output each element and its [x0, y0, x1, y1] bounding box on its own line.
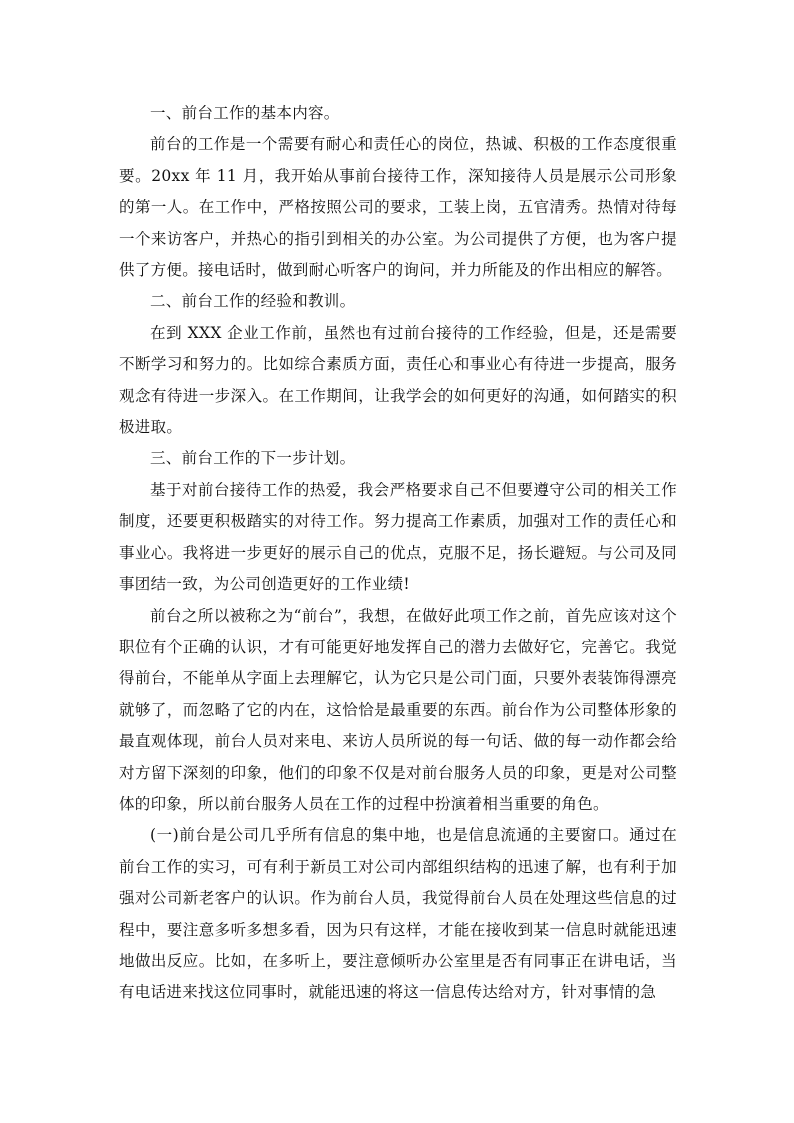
- section-heading-experience: 二、前台工作的经验和教训。: [150, 292, 356, 311]
- paragraph-front-desk-role: 前台之所以被称之为“前台”，我想，在做好此项工作之前，首先应该对这个职位有个正确的认识，才有可能更好地发挥自己的潜力去做好它，完善它。我觉得前台，不能单从字面上去理解它，认为它只是公司门面，只要外表装饰得漂亮就够了，而忽略了它的内在，这恰恰是最重要的东西。前台作为公司整体形象的最直观体现，前台人员对来电、来访人员所说的每一句话、做的每一动作都会给对方留下深刻的印象，他们的印象不仅是对前台服务人员的印象，更是对公司整体的印象，所以前台服务人员在工作的过程中扮演着相当重要的角色。: [119, 606, 677, 813]
- section-heading-basic-content: 一、前台工作的基本内容。: [150, 104, 340, 122]
- document-body: [119, 98, 677, 1009]
- paragraph-information-hub: (一)前台是公司几乎所有信息的集中地，也是信息流通的主要窗口。通过在前台工作的实习，可有利于新员工对公司内部组织结构的迅速了解，也有利于加强对公司新老客户的认识。作为前台人员，我觉得前台人员在处理这些信息的过程中，要注意多听多想多看，因为只有这样，才能在接收到某一信息时就能迅速地做出反应。比如，在多听上，要注意倾听办公室里是否有同事正在讲电话，当有电话进来找这位同事时，就能迅速的将这一信息传达给对方，针对事情的急: [119, 826, 677, 1002]
- paragraph-experience: 在到 XXX 企业工作前，虽然也有过前台接待的工作经验，但是，还是需要不断学习和努力的。比如综合素质方面，责任心和事业心有待进一步提高，服务观念有待进一步深入。在工作期间，让我学会的如何更好的沟通，如何踏实的积极进取。: [119, 323, 677, 437]
- paragraph-next-plan: 基于对前台接待工作的热爱，我会严格要求自己不但要遵守公司的相关工作制度，还要更积极踏实的对待工作。努力提高工作素质，加强对工作的责任心和事业心。我将进一步更好的展示自己的优点，克服不足，扬长避短。与公司及同事团结一致，为公司创造更好的工作业绩!: [119, 480, 677, 594]
- section-heading-next-plan: 三、前台工作的下一步计划。: [150, 449, 356, 468]
- paragraph-basic-content: 前台的工作是一个需要有耐心和责任心的岗位，热诚、积极的工作态度很重要。20xx 年 11 月，我开始从事前台接待工作，深知接待人员是展示公司形象的第一人。在工作中，严格按照公司的要求，工装上岗，五官清秀。热情对待每一个来访客户，并热心的指引到相关的办公室。为公司提供了方便，也为客户提供了方便。接电话时，做到耐心听客户的询问，并力所能及的作出相应的解答。: [119, 135, 677, 280]
